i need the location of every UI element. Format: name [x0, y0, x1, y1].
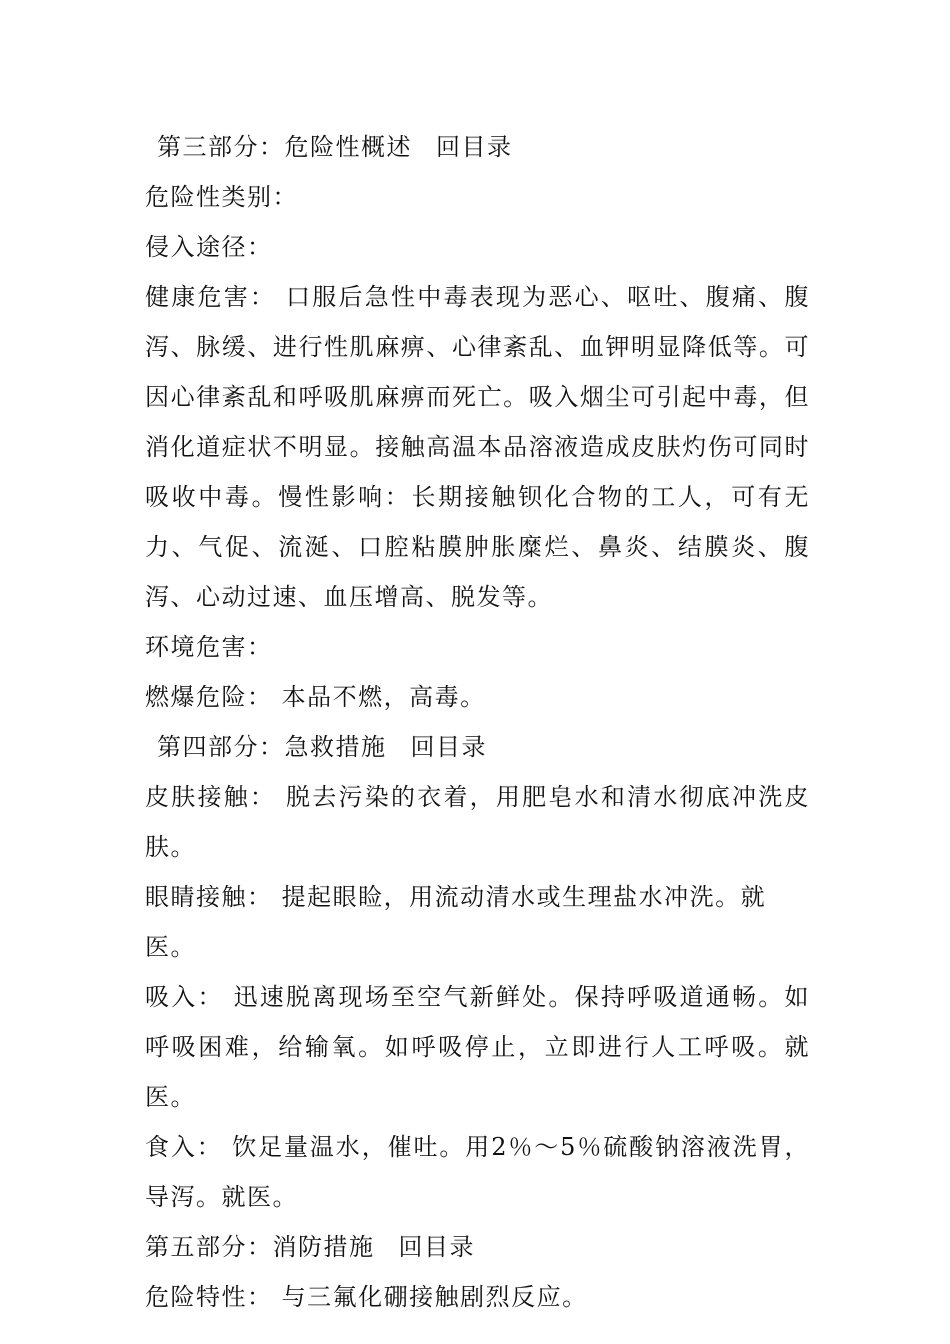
hazard-property-paragraph: 危险特性： 与三氟化硼接触剧烈反应。 [145, 1283, 588, 1311]
ingestion-paragraph: 食入： 饮足量温水，催吐。用2％～5％硫酸钠溶液洗胃，导泻。就医。 [145, 1133, 810, 1211]
entry-route: 侵入途径： [145, 233, 273, 261]
section4-toc-link[interactable]: 回目录 [410, 733, 487, 761]
section4-title: 第四部分：急救措施 [157, 733, 387, 761]
section5-title: 第五部分：消防措施 [145, 1233, 375, 1261]
hazard-category: 危险性类别： [145, 183, 298, 211]
document-page [145, 122, 810, 1322]
health-hazard-paragraph: 健康危害： 口服后急性中毒表现为恶心、呕吐、腹痛、腹泻、脉缓、进行性肌麻痹、心律紊乱、血钾明显降低等。可因心律紊乱和呼吸肌麻痹而死亡。吸入烟尘可引起中毒，但消化道症状不明显。接触高温本品溶液造成皮肤灼伤可同时吸收中毒。慢性影响：长期接触钡化合物的工人，可有无力、气促、流涎、口腔粘膜肿胀糜烂、鼻炎、结膜炎、腹泻、心动过速、血压增高、脱发等。 [145, 283, 810, 611]
inhalation-paragraph: 吸入： 迅速脱离现场至空气新鲜处。保持呼吸道通畅。如呼吸困难，给输氧。如呼吸停止，立即进行人工呼吸。就医。 [145, 983, 810, 1111]
explosion-hazard: 燃爆危险： 本品不燃，高毒。 [145, 683, 486, 711]
environment-hazard: 环境危害： [145, 633, 273, 661]
section5-heading [145, 1222, 810, 1272]
section4-heading [145, 722, 810, 772]
eye-contact-paragraph: 眼睛接触： 提起眼睑，用流动清水或生理盐水冲洗。就医。 [145, 883, 767, 961]
section3-heading [145, 122, 810, 172]
section3-title: 第三部分：危险性概述 [157, 133, 412, 161]
section5-toc-link[interactable]: 回目录 [398, 1233, 475, 1261]
skin-contact-paragraph: 皮肤接触： 脱去污染的衣着，用肥皂水和清水彻底冲洗皮肤。 [145, 783, 810, 861]
section3-toc-link[interactable]: 回目录 [436, 133, 513, 161]
